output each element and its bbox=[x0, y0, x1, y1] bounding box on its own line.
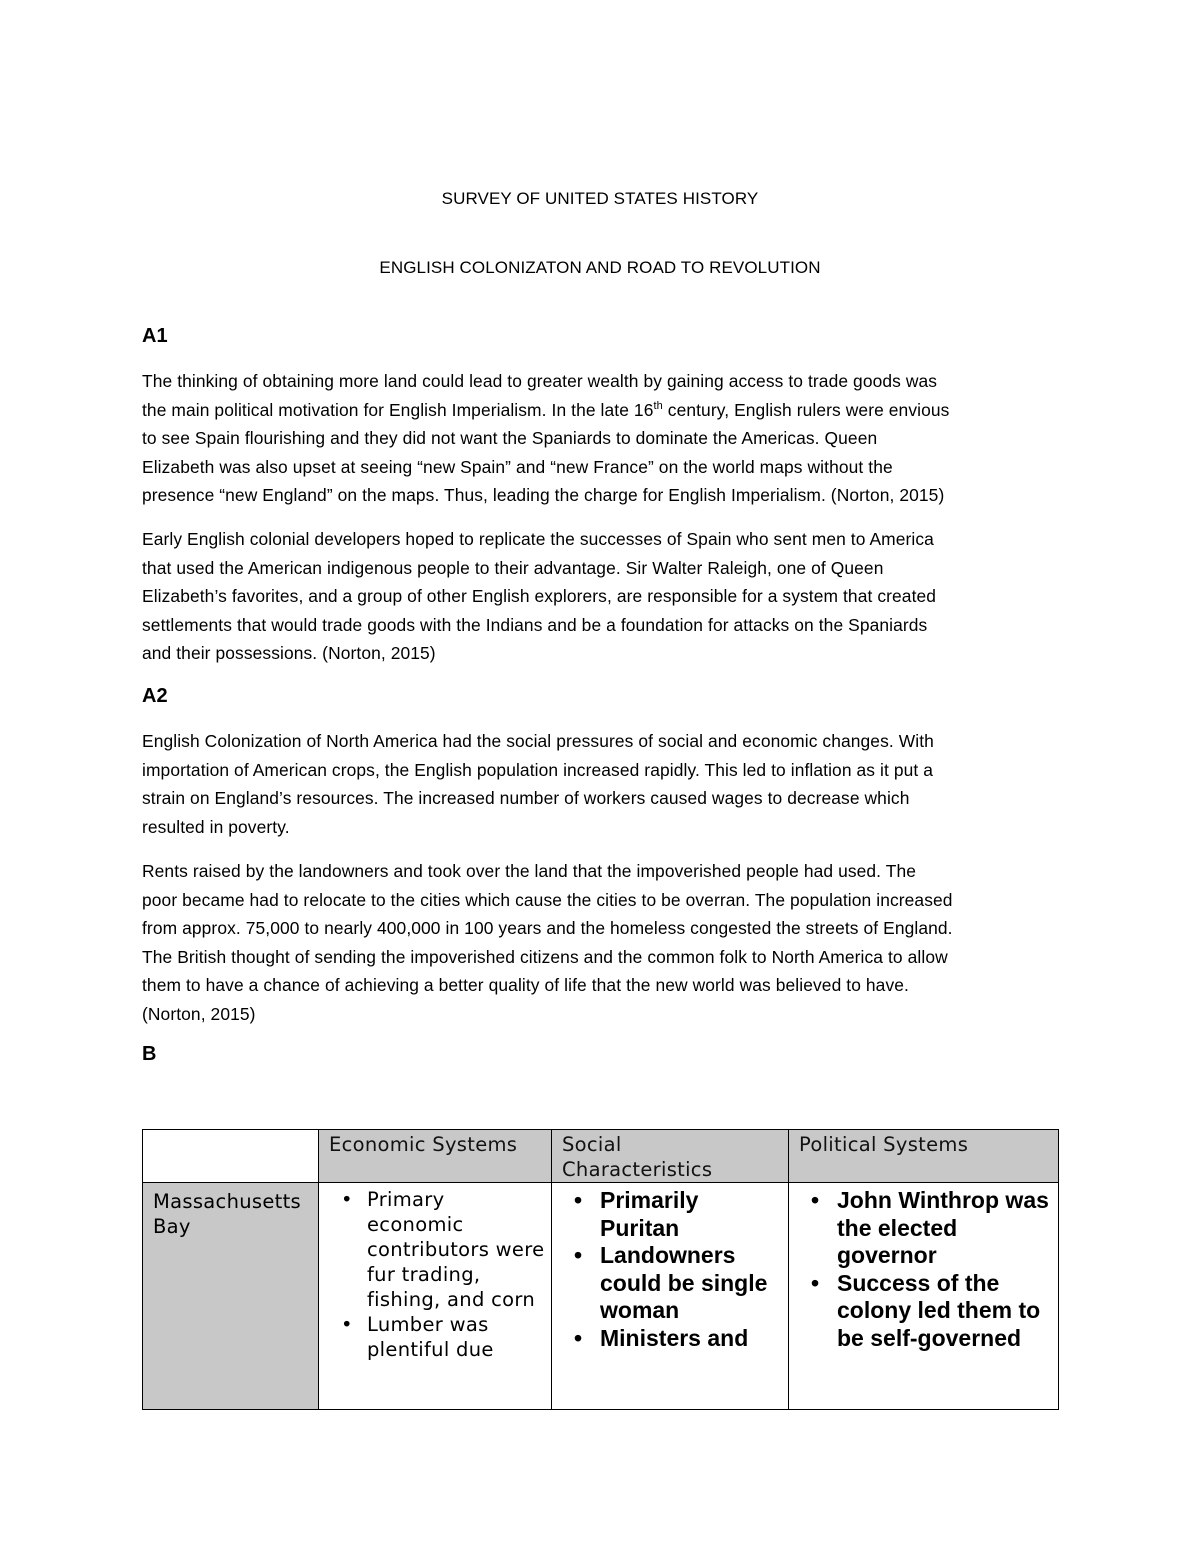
list-item: • Primarily Puritan bbox=[552, 1187, 784, 1242]
social-list bbox=[552, 1183, 788, 1352]
economic-list bbox=[319, 1183, 551, 1362]
text-line: The thinking of obtaining more land could lead to greater wealth by gaining access to trade goods was bbox=[142, 371, 938, 391]
column-header-economic: Economic Systems bbox=[319, 1130, 552, 1183]
text-line: resulted in poverty. bbox=[142, 816, 290, 837]
text-line: strain on England’s resources. The increased number of workers caused wages to decrease which bbox=[142, 788, 910, 809]
text-line: and their possessions. (Norton, 2015) bbox=[142, 643, 436, 664]
text-line: settlements that would trade goods with the Indians and be a foundation for attacks on the Spaniards bbox=[142, 614, 928, 635]
list-item: • Landowners could be single woman bbox=[552, 1242, 784, 1325]
text-line: The British thought of sending the impoverished citizens and the common folk to North America to allow bbox=[142, 946, 948, 967]
text-line: (Norton, 2015) bbox=[142, 1003, 256, 1024]
document-title: SURVEY OF UNITED STATES HISTORY bbox=[441, 189, 759, 208]
text-line: poor became had to relocate to the cities which cause the cities to be overran. The population increased bbox=[142, 889, 953, 910]
text-segment: century, English rulers were envious bbox=[662, 399, 950, 420]
text-line bbox=[142, 396, 1067, 425]
list-item: • Primary economic contributors were fur trading, fishing, and corn bbox=[319, 1187, 547, 1312]
text-line: from approx. 75,000 to nearly 400,000 in 100 years and the homeless congested the streets of England. bbox=[142, 918, 953, 939]
paragraph-a2-1 bbox=[142, 727, 1067, 841]
text-line: Rents raised by the landowners and took over the land that the impoverished people had used. The bbox=[142, 861, 916, 881]
text-line: them to have a chance of achieving a better quality of life that the new world was believed to have. bbox=[142, 975, 909, 996]
cell-political bbox=[789, 1183, 1059, 1410]
text-line: Elizabeth was also upset at seeing “new Spain” and “new France” on the world maps without the bbox=[142, 456, 893, 477]
text-line: to see Spain flourishing and they did not want the Spaniards to dominate the Americas. Queen bbox=[142, 428, 878, 449]
table-row bbox=[143, 1183, 1059, 1410]
table-corner-cell bbox=[143, 1130, 319, 1183]
text-line: importation of American crops, the English population increased rapidly. This led to inflation as it put a bbox=[142, 759, 934, 780]
cell-social bbox=[552, 1183, 789, 1410]
text-segment: the main political motivation for English Imperialism. In the late 16 bbox=[142, 399, 654, 420]
list-item: • Lumber was plentiful due bbox=[319, 1312, 547, 1362]
political-list bbox=[789, 1183, 1058, 1352]
paragraph-a1-2 bbox=[142, 525, 1067, 668]
text-line: that used the American indigenous people to their advantage. Sir Walter Raleigh, one of Queen bbox=[142, 557, 884, 578]
text-line: Elizabeth’s favorites, and a group of other English explorers, are responsible for a system that created bbox=[142, 586, 937, 607]
colonies-table bbox=[142, 1129, 1059, 1410]
cell-economic bbox=[319, 1183, 552, 1410]
paragraph-a1-1 bbox=[142, 367, 1067, 510]
row-header-massachusetts-bay: Massachusetts Bay bbox=[143, 1183, 319, 1410]
text-line: presence “new England” on the maps. Thus, leading the charge for English Imperialism. (Norton, 2015) bbox=[142, 485, 945, 506]
document-subtitle: ENGLISH COLONIZATON AND ROAD TO REVOLUTION bbox=[379, 258, 821, 277]
section-heading-a2: A2 bbox=[142, 685, 168, 707]
text-line: English Colonization of North America had the social pressures of social and economic changes. With bbox=[142, 731, 934, 751]
table-header-row bbox=[143, 1130, 1059, 1183]
list-item: • Success of the colony led them to be self-governed bbox=[789, 1270, 1054, 1353]
column-header-political: Political Systems bbox=[789, 1130, 1059, 1183]
list-item: • John Winthrop was the elected governor bbox=[789, 1187, 1054, 1270]
paragraph-a2-2 bbox=[142, 857, 1067, 1029]
column-header-social: Social Characteristics bbox=[552, 1130, 789, 1183]
section-heading-b: B bbox=[142, 1043, 157, 1065]
section-heading-a1: A1 bbox=[142, 325, 168, 347]
list-item: • Ministers and bbox=[552, 1325, 784, 1353]
text-line: Early English colonial developers hoped to replicate the successes of Spain who sent men to America bbox=[142, 529, 934, 549]
superscript-ordinal: th bbox=[653, 399, 663, 412]
